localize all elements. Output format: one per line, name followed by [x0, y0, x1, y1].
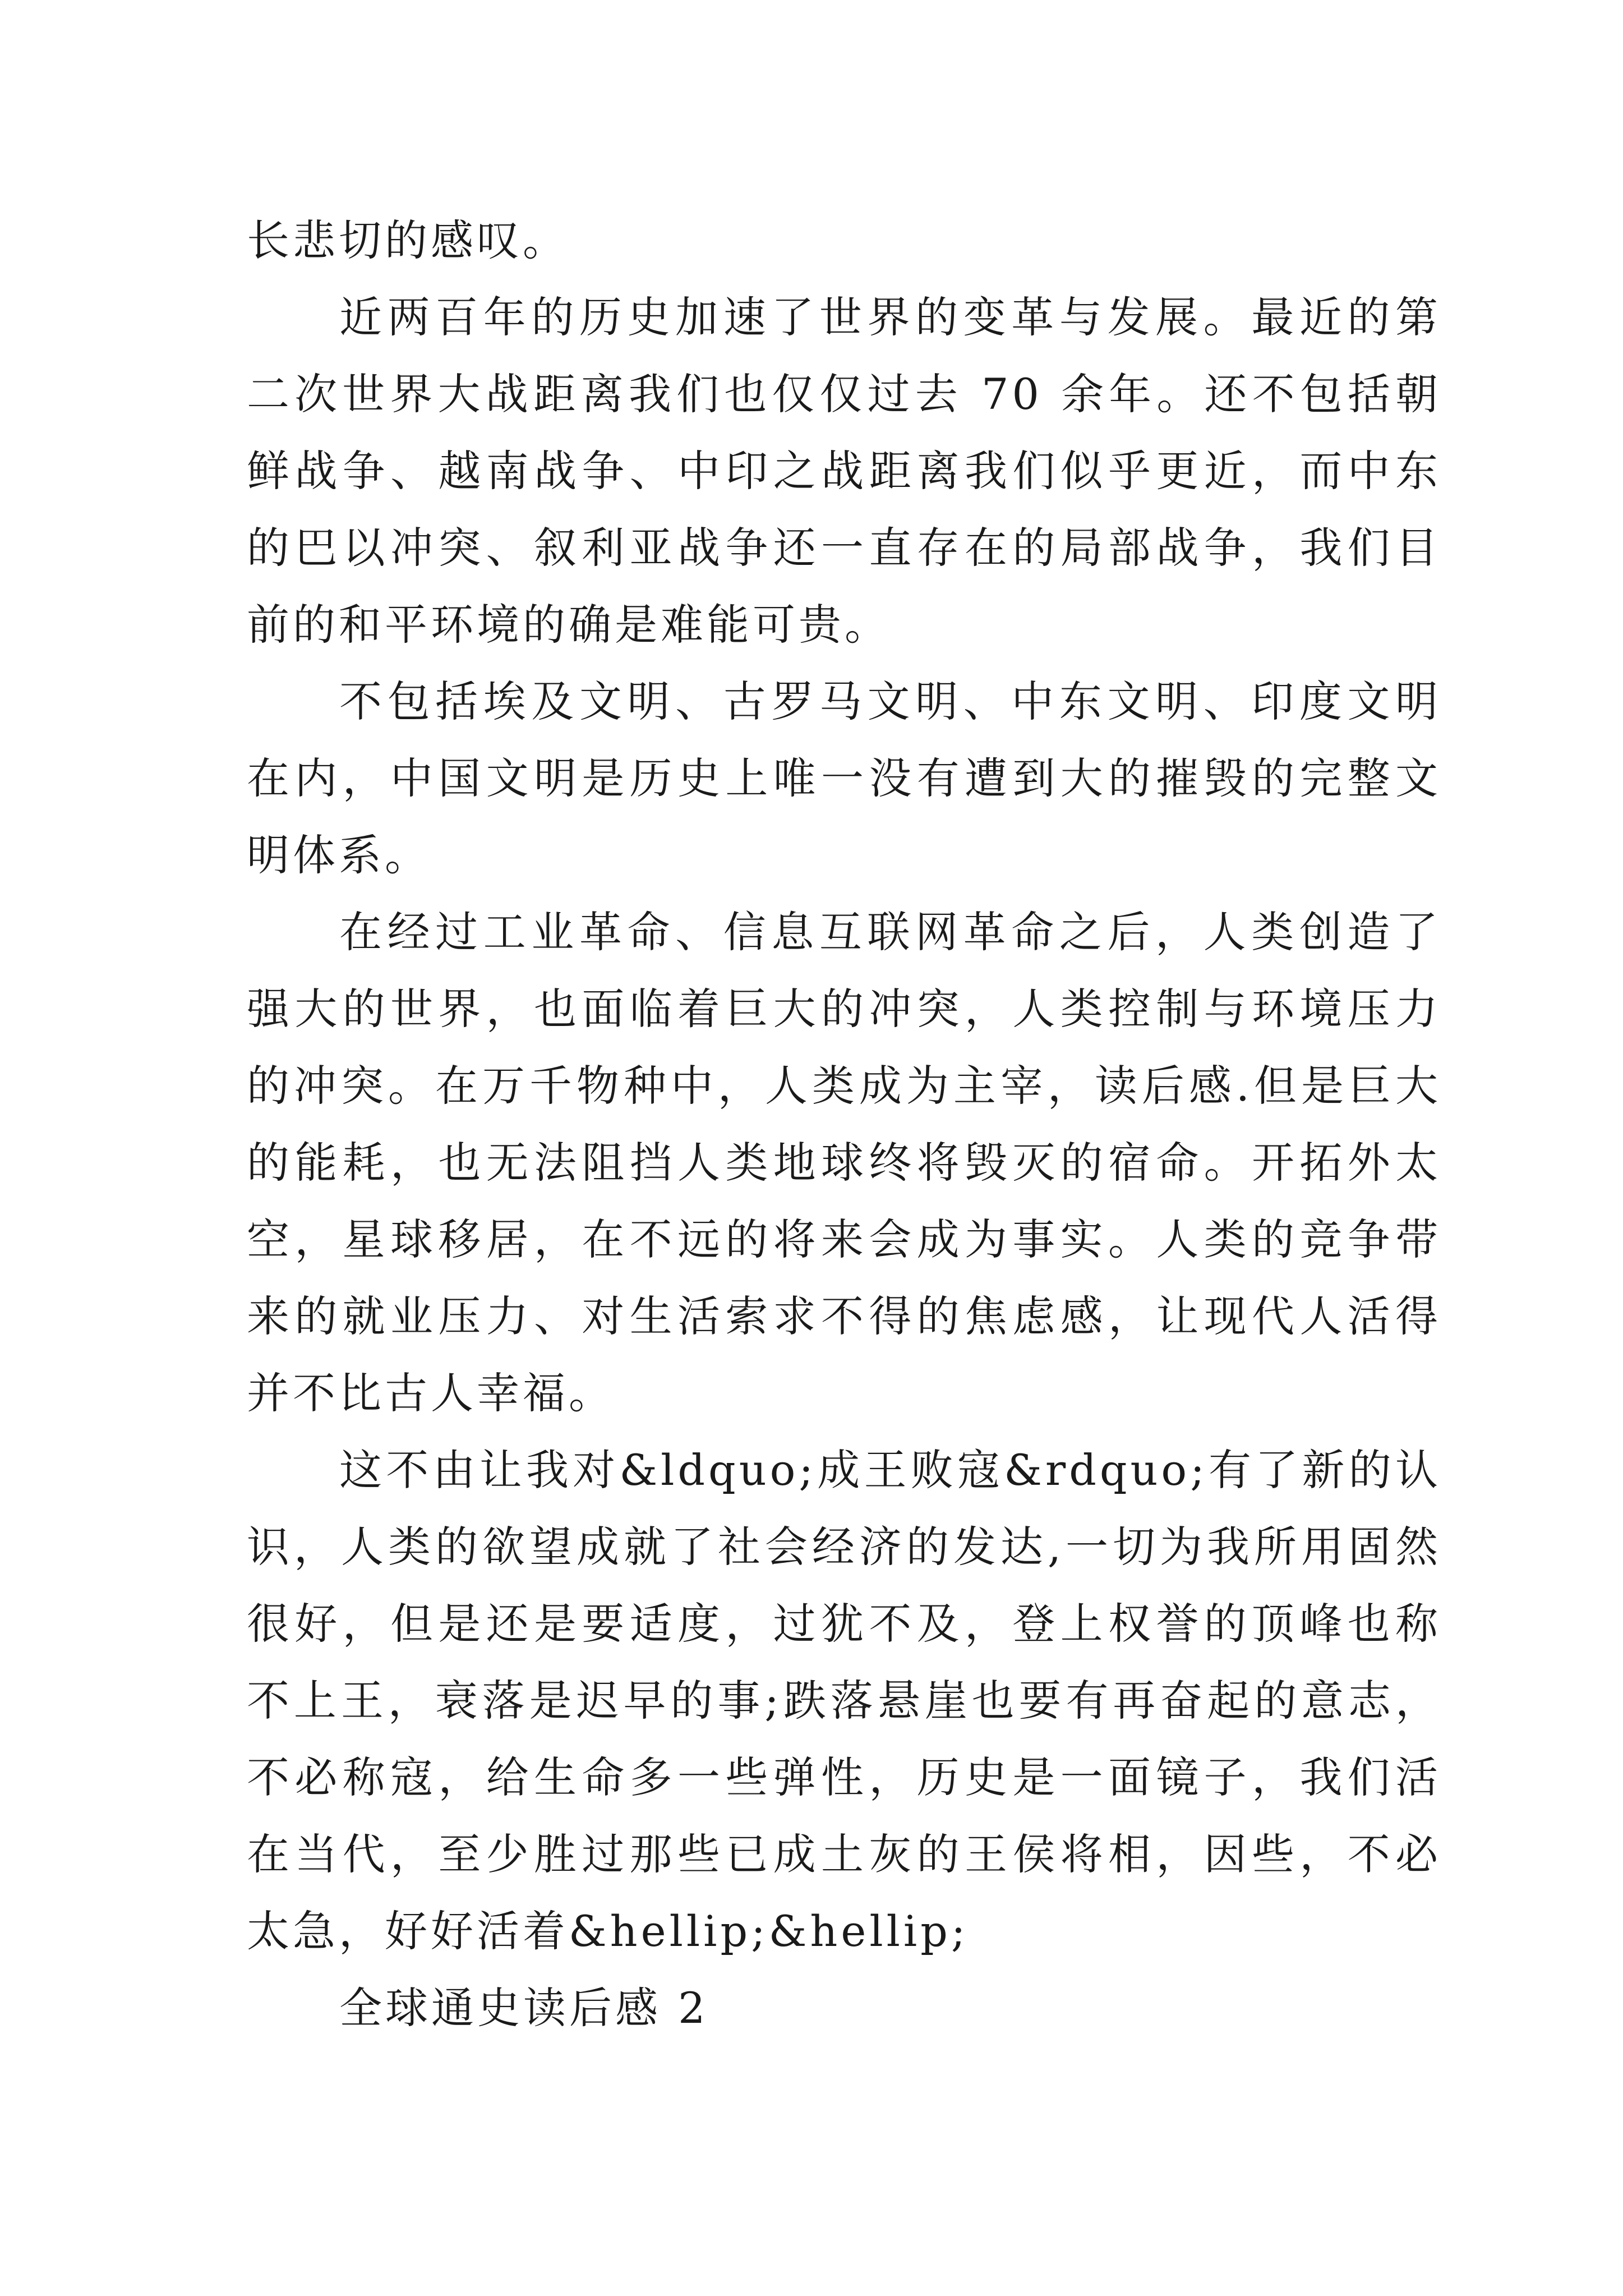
document-body — [247, 202, 1441, 2046]
paragraph-reflection: 这不由让我对&ldquo;成王败寇&rdquo;有了新的认识，人类的欲望成就了社会经济的发达,一切为我所用固然很好，但是还是要适度，过犹不及，登上权誉的顶峰也称不上王，衰落是迟早的事;跌落悬崖也要有再奋起的意志，不必称寇，给生命多一些弹性，历史是一面镜子，我们活在当代，至少胜过那些已成土灰的王侯将相，因些，不必太急，好好活着&hellip;&hellip; — [247, 1445, 1441, 1956]
paragraph-continuation: 长悲切的感叹。 — [247, 215, 569, 265]
paragraph-history-wars: 近两百年的历史加速了世界的变革与发展。最近的第二次世界大战距离我们也仅仅过去 70 余年。还不包括朝鲜战争、越南战争、中印之战距离我们似乎更近，而中东的巴以冲突、叙利亚战争还一直存在的局部战争，我们目前的和平环境的确是难能可贵。 — [247, 292, 1441, 650]
section-heading: 全球通史读后感 2 — [339, 1983, 709, 2033]
paragraph-chinese-civilization: 不包括埃及文明、古罗马文明、中东文明、印度文明在内，中国文明是历史上唯一没有遭到大的摧毁的完整文明体系。 — [247, 677, 1441, 880]
paragraph-industrial-revolution: 在经过工业革命、信息互联网革命之后，人类创造了强大的世界，也面临着巨大的冲突，人类控制与环境压力的冲突。在万千物种中，人类成为主宰，读后感.但是巨大的能耗，也无法阻挡人类地球终将毁灭的宿命。开拓外太空，星球移居，在不远的将来会成为事实。人类的竞争带来的就业压力、对生活索求不得的焦虑感，让现代人活得并不比古人幸福。 — [247, 907, 1441, 1418]
